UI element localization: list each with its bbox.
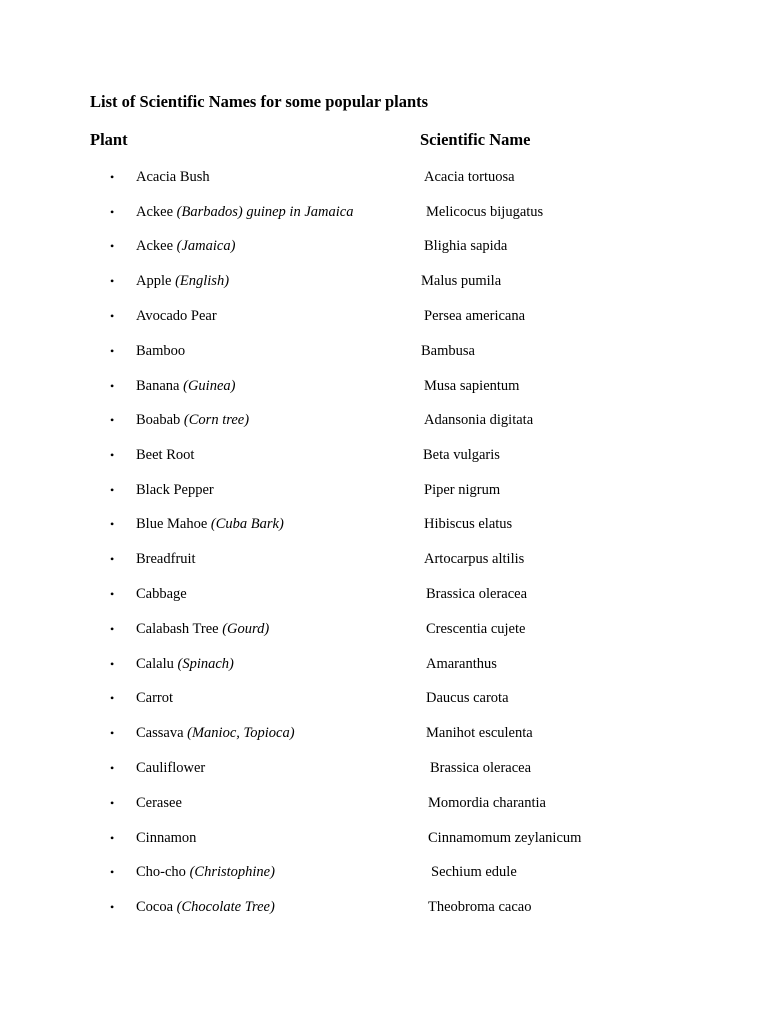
- plant-note: (English): [175, 273, 230, 289]
- plant-name: Blue Mahoe: [136, 516, 208, 532]
- bullet-icon: •: [110, 657, 115, 671]
- plant-note: (Spinach): [177, 656, 234, 672]
- document-title: List of Scientific Names for some popular plants: [90, 92, 429, 111]
- plant-name: Calalu: [136, 656, 174, 672]
- plant-note: (Cuba Bark): [210, 516, 284, 532]
- list-item: [0, 340, 768, 362]
- plant-name-cell: [136, 757, 205, 779]
- scientific-name: Brassica oleracea: [430, 760, 532, 776]
- plant-name: Acacia Bush: [136, 169, 210, 185]
- bullet-icon: •: [110, 448, 115, 462]
- plant-name: Apple: [136, 273, 172, 289]
- scientific-name: Beta vulgaris: [423, 447, 500, 463]
- plant-name-cell: [136, 513, 284, 535]
- plant-note: (Guinea): [183, 378, 236, 394]
- bullet-icon: •: [110, 831, 115, 845]
- plant-name-cell: [136, 687, 173, 709]
- list-item: [0, 653, 768, 675]
- bullet-icon: •: [110, 796, 115, 810]
- plant-name-cell: [136, 896, 275, 918]
- bullet-icon: •: [110, 309, 115, 323]
- plant-name: Avocado Pear: [136, 308, 217, 324]
- scientific-name: Artocarpus altilis: [424, 551, 525, 567]
- plant-name: Boabab: [136, 412, 181, 428]
- bullet-icon: •: [110, 761, 115, 775]
- plant-name-cell: [136, 340, 185, 362]
- scientific-name: Theobroma cacao: [428, 899, 532, 915]
- plant-name-cell: [136, 548, 196, 570]
- bullet-icon: •: [110, 344, 115, 358]
- list-item: [0, 409, 768, 431]
- bullet-icon: •: [110, 239, 115, 253]
- list-item: [0, 235, 768, 257]
- bullet-icon: •: [110, 865, 115, 879]
- scientific-name: Manihot esculenta: [426, 725, 533, 741]
- bullet-icon: •: [110, 622, 115, 636]
- plant-name-cell: [136, 479, 214, 501]
- plant-name: Cabbage: [136, 586, 187, 602]
- plant-name: Bamboo: [136, 343, 186, 359]
- scientific-name: Melicocus bijugatus: [426, 204, 544, 220]
- scientific-name: Daucus carota: [426, 690, 509, 706]
- list-item: [0, 375, 768, 397]
- scientific-name: Brassica oleracea: [426, 586, 528, 602]
- plant-name-cell: [136, 166, 210, 188]
- list-item: [0, 757, 768, 779]
- list-item: [0, 548, 768, 570]
- plant-name: Banana: [136, 378, 180, 394]
- scientific-name: Amaranthus: [426, 656, 497, 672]
- scientific-name: Adansonia digitata: [424, 412, 534, 428]
- plant-column-header: Plant: [90, 130, 128, 149]
- scientific-name: Blighia sapida: [424, 238, 508, 254]
- bullet-icon: •: [110, 900, 115, 914]
- plant-name-cell: [136, 375, 235, 397]
- list-item: [0, 687, 768, 709]
- list-item: [0, 618, 768, 640]
- plant-name: Breadfruit: [136, 551, 196, 567]
- plant-name: Beet Root: [136, 447, 195, 463]
- scientific-name: Acacia tortuosa: [424, 169, 515, 185]
- plant-name-cell: [136, 583, 187, 605]
- plant-name: Cerasee: [136, 795, 182, 811]
- list-item: [0, 722, 768, 744]
- plant-note: (Barbados) guinep in Jamaica: [176, 204, 354, 220]
- scientific-name: Momordia charantia: [428, 795, 546, 811]
- bullet-icon: •: [110, 587, 115, 601]
- list-item: [0, 513, 768, 535]
- list-item: [0, 270, 768, 292]
- plant-name-cell: [136, 201, 353, 223]
- plant-name-cell: [136, 270, 229, 292]
- list-item: [0, 166, 768, 188]
- plant-name-cell: [136, 861, 275, 883]
- bullet-icon: •: [110, 205, 115, 219]
- plant-name-cell: [136, 618, 269, 640]
- plant-name-cell: [136, 409, 249, 431]
- scientific-name: Sechium edule: [431, 864, 517, 880]
- plant-name: Cassava: [136, 725, 184, 741]
- bullet-icon: •: [110, 274, 115, 288]
- scientific-name-column-header: Scientific Name: [420, 130, 531, 149]
- plant-name: Cocoa: [136, 899, 174, 915]
- list-item: [0, 201, 768, 223]
- plant-name-cell: [136, 653, 234, 675]
- bullet-icon: •: [110, 379, 115, 393]
- plant-name-cell: [136, 827, 196, 849]
- scientific-name: Crescentia cujete: [426, 621, 526, 637]
- list-item: [0, 827, 768, 849]
- scientific-name: Piper nigrum: [424, 482, 501, 498]
- plant-name-cell: [136, 235, 235, 257]
- plant-name: Cauliflower: [136, 760, 206, 776]
- plant-note: (Manioc, Topioca): [187, 725, 295, 741]
- plant-name: Ackee: [136, 204, 174, 220]
- plant-note: (Gourd): [222, 621, 270, 637]
- plant-name-cell: [136, 444, 194, 466]
- bullet-icon: •: [110, 517, 115, 531]
- plant-note: (Chocolate Tree): [176, 899, 275, 915]
- plant-name: Calabash Tree: [136, 621, 219, 637]
- plant-name: Cinnamon: [136, 830, 197, 846]
- scientific-name: Cinnamomum zeylanicum: [428, 830, 582, 846]
- list-item: [0, 479, 768, 501]
- bullet-icon: •: [110, 483, 115, 497]
- bullet-icon: •: [110, 726, 115, 740]
- list-item: [0, 583, 768, 605]
- list-item: [0, 444, 768, 466]
- plant-name-cell: [136, 792, 182, 814]
- bullet-icon: •: [110, 691, 115, 705]
- scientific-name: Bambusa: [421, 343, 475, 359]
- list-item: [0, 305, 768, 327]
- scientific-name: Malus pumila: [421, 273, 502, 289]
- plant-note: (Corn tree): [183, 412, 250, 428]
- scientific-name: Hibiscus elatus: [424, 516, 513, 532]
- plant-name: Carrot: [136, 690, 174, 706]
- plant-name: Ackee: [136, 238, 174, 254]
- scientific-name: Persea americana: [424, 308, 526, 324]
- list-item: [0, 792, 768, 814]
- plant-name-cell: [136, 722, 295, 744]
- scientific-name: Musa sapientum: [424, 378, 520, 394]
- plant-note: (Jamaica): [176, 238, 236, 254]
- plant-name: Cho-cho: [136, 864, 186, 880]
- bullet-icon: •: [110, 552, 115, 566]
- bullet-icon: •: [110, 413, 115, 427]
- plant-note: (Christophine): [189, 864, 275, 880]
- plant-name: Black Pepper: [136, 482, 214, 498]
- bullet-icon: •: [110, 170, 115, 184]
- plant-name-cell: [136, 305, 217, 327]
- list-item: [0, 861, 768, 883]
- list-item: [0, 896, 768, 918]
